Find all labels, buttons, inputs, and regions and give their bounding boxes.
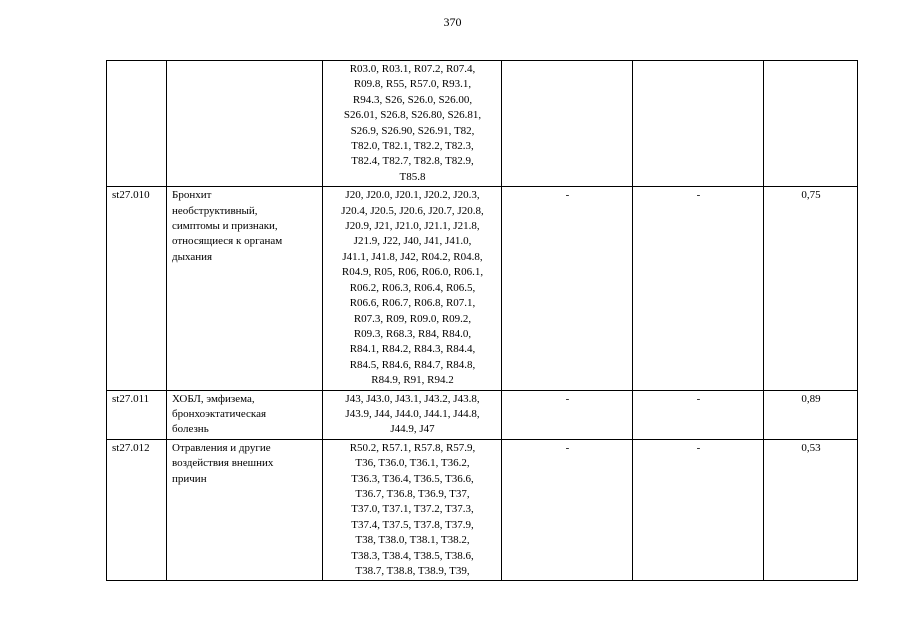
ksg-table: [106, 60, 858, 581]
icd-line: J20, J20.0, J20.1, J20.2, J20.3,: [345, 189, 480, 202]
name-line: причин: [172, 472, 207, 485]
name-line: болезнь: [172, 423, 209, 436]
icd-line: R94.3, S26, S26.0, S26.00,: [352, 93, 473, 106]
row-col-a: [502, 61, 633, 187]
icd-line: J41.1, J41.8, J42, R04.2, R04.8,: [342, 250, 483, 263]
icd-line: J43, J43.0, J43.1, J43.2, J43.8,: [345, 392, 480, 405]
name-line: дыхания: [172, 250, 213, 263]
icd-line: J44.9, J47: [390, 423, 435, 436]
table-row: [107, 439, 858, 581]
icd-line: T37.0, T37.1, T37.2, T37.3,: [351, 503, 474, 516]
icd-line: S26.9, S26.90, S26.91, T82,: [350, 124, 475, 137]
icd-line: T36, T36.0, T36.1, T36.2,: [355, 457, 470, 470]
icd-line: J21.9, J22, J40, J41, J41.0,: [353, 235, 472, 248]
icd-line: R09.8, R55, R57.0, R93.1,: [353, 78, 472, 91]
row-col-b: [633, 61, 764, 187]
icd-line: T38, T38.0, T38.1, T38.2,: [355, 534, 470, 547]
icd-line: R84.9, R91, R94.2: [371, 374, 454, 387]
icd-line: J20.9, J21, J21.0, J21.1, J21.8,: [345, 220, 480, 233]
icd-line: J43.9, J44, J44.0, J44.1, J44.8,: [345, 407, 480, 420]
table-row: [107, 61, 858, 187]
icd-line: T82.0, T82.1, T82.2, T82.3,: [351, 140, 474, 153]
row-name: [167, 187, 323, 390]
row-code: [107, 61, 167, 187]
icd-line: T37.4, T37.5, T37.8, T37.9,: [351, 518, 474, 531]
row-col-a: -: [502, 390, 633, 439]
row-name: [167, 439, 323, 581]
name-line: Отравления и другие: [172, 441, 271, 454]
name-line: необструктивный,: [172, 204, 258, 217]
row-icd-codes: [323, 390, 502, 439]
row-code: st27.011: [107, 390, 167, 439]
row-code: st27.012: [107, 439, 167, 581]
row-name: [167, 61, 323, 187]
icd-line: R84.1, R84.2, R84.3, R84.4,: [349, 343, 476, 356]
row-coefficient: 0,89: [764, 390, 858, 439]
row-name: [167, 390, 323, 439]
row-icd-codes: [323, 61, 502, 187]
name-line: симптомы и признаки,: [172, 220, 278, 233]
name-line: ХОБЛ, эмфизема,: [172, 392, 255, 405]
row-icd-codes: [323, 439, 502, 581]
icd-line: R50.2, R57.1, R57.8, R57.9,: [349, 441, 476, 454]
table-row: [107, 187, 858, 390]
row-coefficient: 0,75: [764, 187, 858, 390]
row-col-b: -: [633, 439, 764, 581]
row-code: st27.010: [107, 187, 167, 390]
icd-line: T38.3, T38.4, T38.5, T38.6,: [351, 549, 474, 562]
name-line: относящиеся к органам: [172, 235, 283, 248]
row-col-b: -: [633, 390, 764, 439]
name-line: бронхоэктатическая: [172, 407, 267, 420]
icd-line: T36.7, T36.8, T36.9, T37,: [355, 487, 470, 500]
table-row: [107, 390, 858, 439]
icd-line: J20.4, J20.5, J20.6, J20.7, J20.8,: [341, 204, 484, 217]
icd-line: T82.4, T82.7, T82.8, T82.9,: [351, 155, 474, 168]
page-number: 370: [443, 15, 462, 29]
row-icd-codes: [323, 187, 502, 390]
row-coefficient: [764, 61, 858, 187]
row-col-a: -: [502, 187, 633, 390]
icd-line: R06.2, R06.3, R06.4, R06.5,: [349, 281, 476, 294]
icd-line: R84.5, R84.6, R84.7, R84.8,: [349, 358, 476, 371]
row-coefficient: 0,53: [764, 439, 858, 581]
icd-line: T38.7, T38.8, T38.9, T39,: [355, 565, 470, 577]
icd-line: T85.8: [399, 170, 426, 183]
name-line: Бронхит: [172, 189, 212, 202]
icd-line: R03.0, R03.1, R07.2, R07.4,: [349, 63, 476, 75]
icd-line: T36.3, T36.4, T36.5, T36.6,: [351, 472, 474, 485]
row-col-a: -: [502, 439, 633, 581]
icd-line: R07.3, R09, R09.0, R09.2,: [353, 312, 472, 325]
name-line: воздействия внешних: [172, 457, 274, 470]
icd-line: R06.6, R06.7, R06.8, R07.1,: [349, 297, 476, 310]
row-col-b: -: [633, 187, 764, 390]
icd-line: S26.01, S26.8, S26.80, S26.81,: [343, 109, 482, 122]
icd-line: R09.3, R68.3, R84, R84.0,: [353, 327, 472, 340]
icd-line: R04.9, R05, R06, R06.0, R06.1,: [341, 266, 484, 279]
